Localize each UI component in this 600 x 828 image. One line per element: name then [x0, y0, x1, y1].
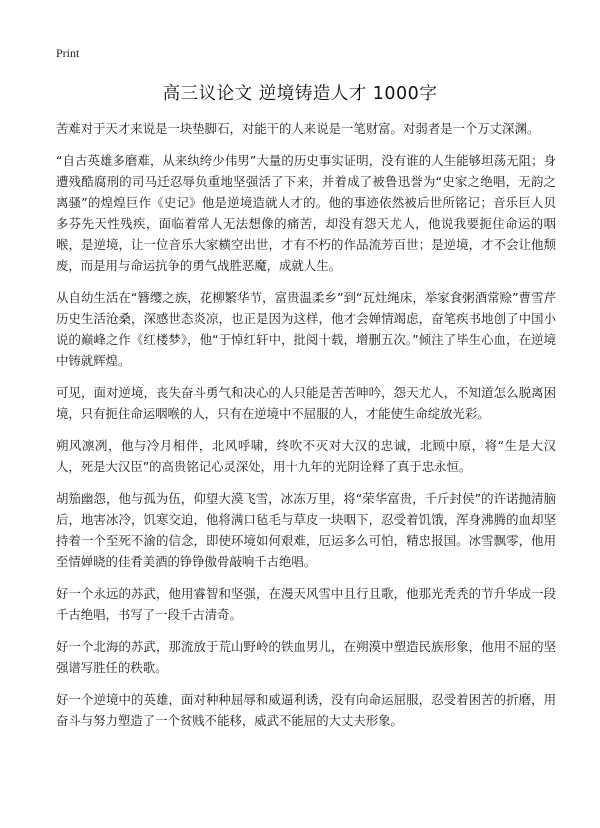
paragraph-5: 朔风凛冽，他与冷月相伴，北风呼啸，终吹不灭对大汉的忠诚，北顾中原，将“生是大汉人，死是大汉臣”的高贵铭记心灵深处，用十九年的光阴诠释了真于忠永恒。 [56, 438, 556, 474]
paragraph-6: 胡笳幽怨，他与孤为伍，仰望大漠飞雪，冰冻万里，将“荣华富贵，千斤封侯”的许诺抛清脑后，地害冰冷，饥寒交迫，他将满口毡毛与草皮一块咽下，忍受着饥饿，浑身沸腾的血却坚持着一个至死不渝的信念，即使环境如何艰难，厄运多么可怕，精忠报国。冰雪飘零，他用至情婵晓的佳肴美酒的铮铮傲骨敲响千古绝唱。 [56, 491, 556, 569]
article-body [56, 118, 556, 742]
paragraph-4: 可见，面对逆境，丧失奋斗勇气和决心的人只能是苦苦呻吟，怨天尤人，不知道怎么脱离困境，只有扼住命运咽喉的人，只有在逆境中不屈服的人，才能使生命绽放光彩。 [56, 385, 556, 421]
page-title: 高三议论文 逆境铸造人才 1000字 [162, 84, 438, 104]
paragraph-7: 好一个永远的苏武，他用睿智和坚强，在漫天风雪中且行且歌，他那光秃秃的节升华成一段千古绝唱，书写了一段千古清奇。 [56, 586, 556, 622]
paragraph-9: 好一个逆境中的英雄，面对种种屈辱和威逼利诱，没有向命运屈服，忍受着困苦的折磨，用奋斗与努力塑造了一个贫贱不能移，威武不能屈的大丈夫形象。 [56, 692, 556, 728]
paragraph-1: 苦难对于天才来说是一块垫脚石，对能干的人来说是一笔财富。对弱者是一个万丈深渊。 [56, 121, 540, 136]
paragraph-8: 好一个北海的苏武，那流放于荒山野岭的铁血男儿，在朔漠中塑造民族形象，他用不屈的坚强谱写胜任的秩歌。 [56, 639, 556, 675]
print-link[interactable]: Print [56, 46, 80, 60]
paragraph-2: “自古英雄多磨难，从来纨绔少伟男”大量的历史事实证明，没有谁的人生能够坦荡无阻；身遭残酷腐刑的司马迁忍辱负重地坚强活了下来，并着成了被鲁迅誉为“史家之绝唱，无韵之离骚”的煌煌巨作《史记》他是逆境造就人才的。他的事迹依然被后世所铭记；音乐巨人贝多芬先天性残疾，面临着常人无法想像的痛苦，却没有怨天尤人，他说我要扼住命运的咽喉，是逆境，让一位音乐大家横空出世，才有不朽的作品流芳百世；是逆境，才不会让他颓废，而是用与命运抗争的勇气战胜恶魔，成就人生。 [56, 153, 556, 273]
paragraph-3: 从自幼生活在“簪缨之族，花柳繁华节，富贵温柔乡”到“瓦灶绳床，举家食粥酒常赊”曹雪芹历史生活沧桑，深感世态炎凉，也正是因为这样，他才会婵情竭虑，奋笔疾书地创了中国小说的巅峰之作《红楼梦》，他“于悼红轩中，批阅十载，增删五次。”倾注了毕生心血，在逆境中铸就辉煌。 [56, 290, 556, 368]
